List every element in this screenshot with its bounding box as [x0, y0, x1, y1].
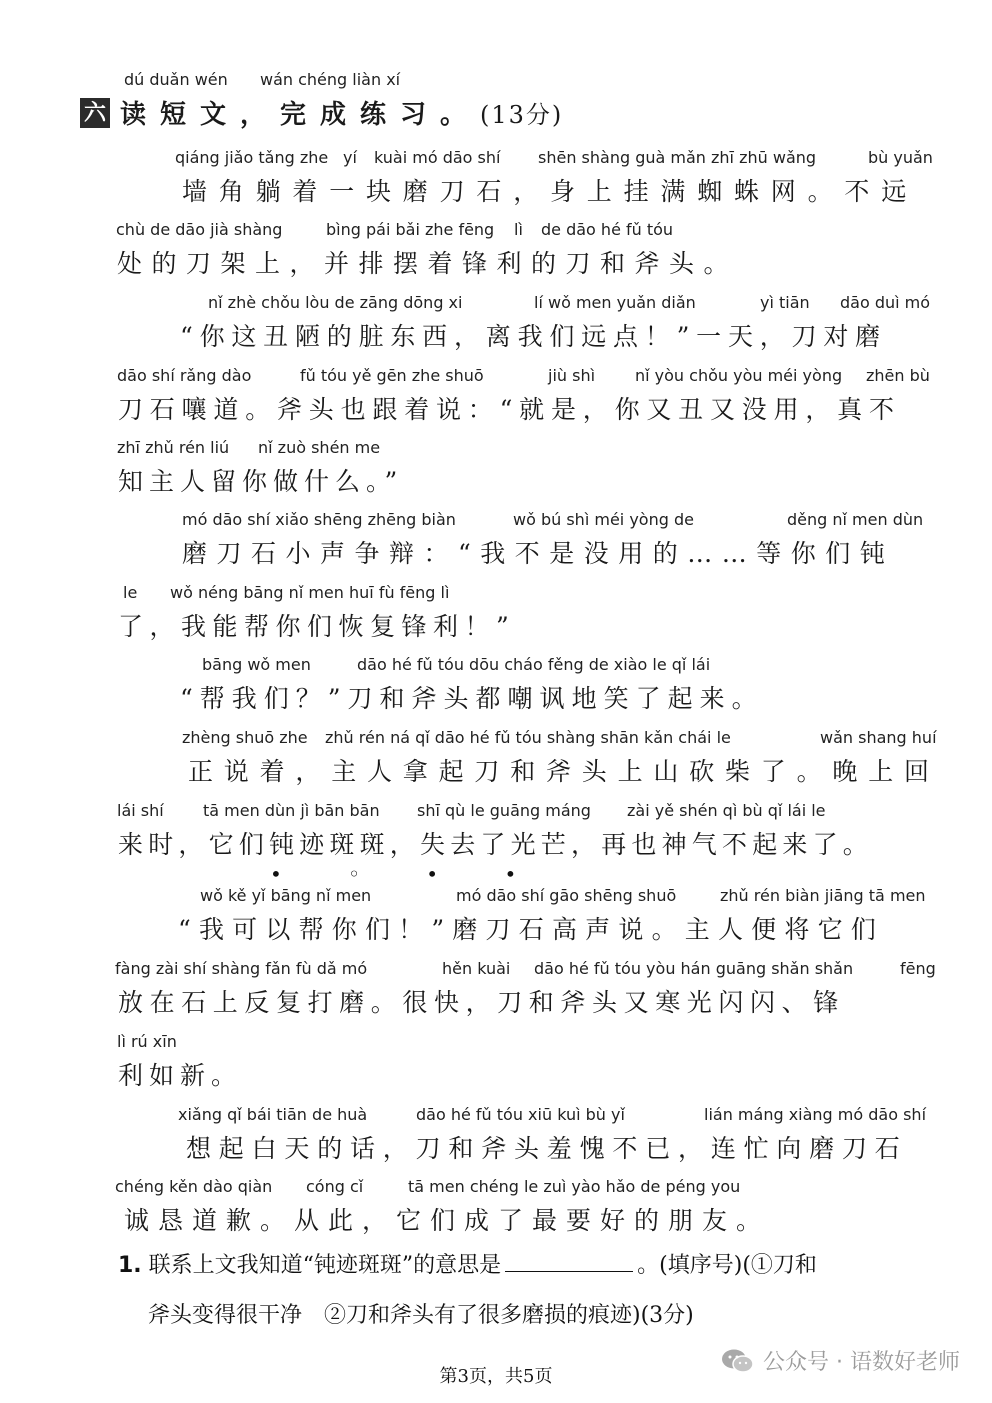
- answer-blank[interactable]: [505, 1251, 633, 1272]
- passage-text: 磨刀石小声争辩：“我不是没用的……等你们钝: [182, 539, 895, 568]
- pinyin-text: wǎn shang huí: [820, 728, 937, 747]
- passage-text: 了，我能帮你们恢复锋利！”: [118, 612, 516, 641]
- passage-text: “你这丑陋的脏东西，离我们远点！”一天，刀对磨: [180, 322, 887, 351]
- passage-line: [0, 801, 992, 859]
- passage-text: 诚恳道歉。从此，它们成了最要好的朋友。: [124, 1206, 771, 1235]
- pinyin-text: wǒ bú shì méi yòng de: [513, 510, 694, 529]
- pinyin-text: wǒ kě yǐ bāng nǐ men: [200, 886, 372, 905]
- passage-line: [0, 1177, 992, 1235]
- emphasis-dots: • ◦ • •: [270, 862, 547, 886]
- pinyin-text: tā men chéng le zuì yào hǎo de péng you: [408, 1177, 741, 1196]
- question-options: 。(填序号)(①刀和: [637, 1253, 817, 1278]
- pinyin-text: fēng: [900, 959, 936, 978]
- section-title-pinyin: [80, 70, 580, 90]
- passage-text: “帮我们？”刀和斧头都嘲讽地笑了起来。: [180, 684, 764, 713]
- passage-text: 想起白天的话，刀和斧头羞愧不已，连忙向磨刀石: [186, 1134, 908, 1163]
- pinyin-text: le: [123, 583, 138, 602]
- passage-text: 放在石上反复打磨。很快，刀和斧头又寒光闪闪、锋: [118, 988, 845, 1017]
- passage-text: “我可以帮你们！”磨刀石高声说。主人便将它们: [178, 915, 884, 944]
- pinyin-text: zhēn bù: [866, 366, 930, 385]
- pinyin-text: mó dāo shí gāo shēng shuō: [456, 886, 677, 905]
- passage-line: [0, 886, 992, 944]
- pinyin-text: hěn kuài: [442, 959, 511, 978]
- pinyin-text: zhǔ rén ná qǐ dāo hé fǔ tóu shàng shān kǎn chái le: [325, 728, 731, 747]
- question-1: [118, 1248, 817, 1279]
- pinyin-text: chéng kěn dào qiàn: [115, 1177, 273, 1196]
- pinyin-text: bāng wǒ men: [202, 655, 311, 674]
- pinyin-text: zhī zhǔ rén liú: [117, 438, 230, 457]
- pinyin-text: bù yuǎn: [868, 148, 933, 167]
- watermark-text: 公众号 · 语数好老师: [763, 1350, 960, 1375]
- pinyin-text: lái shí: [117, 801, 164, 820]
- pinyin-text: fàng zài shí shàng fǎn fù dǎ mó: [115, 959, 368, 978]
- question-prompt: 联系上文我知道“钝迹斑斑”的意思是: [148, 1253, 502, 1278]
- section-title: 读短文，完成练习。: [120, 100, 481, 130]
- passage-text: 刀石嚷道。斧头也跟着说：“就是，你又丑又没用，真不: [118, 395, 901, 424]
- passage-text: 利如新。: [118, 1061, 243, 1090]
- pinyin-text: lián máng xiàng mó dāo shí: [704, 1105, 927, 1124]
- pinyin-text: lì: [514, 220, 523, 239]
- passage-line: [0, 293, 992, 351]
- pinyin-text: lì rú xīn: [117, 1032, 177, 1051]
- passage-line: [0, 220, 992, 278]
- question-1-options: 斧头变得很干净 ②刀和斧头有了很多磨损的痕迹)(3分): [148, 1303, 694, 1328]
- passage-line: [0, 728, 992, 786]
- question-number: 1.: [118, 1253, 142, 1278]
- pinyin-text: chù de dāo jià shàng: [116, 220, 283, 239]
- pinyin-text: dāo shí rǎng dào: [117, 366, 252, 385]
- passage-line: [0, 959, 992, 1017]
- pinyin-text: zhèng shuō zhe: [182, 728, 308, 747]
- passage-line: [0, 583, 992, 641]
- wechat-icon: [721, 1348, 755, 1374]
- pinyin-text: dāo duì mó: [840, 293, 931, 312]
- pinyin-text: nǐ zuò shén me: [258, 438, 381, 457]
- page-number: 第3页，共5页: [439, 1366, 553, 1387]
- watermark: [721, 1345, 960, 1376]
- pinyin-text: dāo hé fǔ tóu xiū kuì bù yǐ: [416, 1105, 625, 1124]
- pinyin-text: shī qù le guāng máng: [417, 801, 591, 820]
- passage-text: 处的刀架上，并排摆着锋利的刀和斧头。: [117, 249, 739, 278]
- passage-text: 墙角躺着一块磨刀石，身上挂满蜘蛛网。不远: [182, 177, 919, 206]
- passage-line: [0, 366, 992, 424]
- pinyin-text: xiǎng qǐ bái tiān de huà: [178, 1105, 368, 1124]
- pinyin-text: zhǔ rén biàn jiāng tā men: [720, 886, 926, 905]
- pinyin-text: jiù shì: [548, 366, 596, 385]
- pinyin-text: kuài mó dāo shí: [374, 148, 501, 167]
- passage-line: [0, 510, 992, 568]
- passage-text: 正说着，主人拿起刀和斧头上山砍柴了。晚上回: [188, 757, 940, 786]
- pinyin-text: yì tiān: [760, 293, 810, 312]
- pinyin-text: lí wǒ men yuǎn diǎn: [534, 293, 696, 312]
- pinyin-text: de dāo hé fǔ tóu: [541, 220, 674, 239]
- pinyin-text: dú duǎn wén: [124, 70, 228, 89]
- pinyin-text: wǒ néng bāng nǐ men huī fù fēng lì: [170, 583, 450, 602]
- pinyin-text: nǐ yòu chǒu yòu méi yòng: [635, 366, 843, 385]
- pinyin-text: shēn shàng guà mǎn zhī zhū wǎng: [538, 148, 817, 167]
- section-score: (13分): [480, 101, 564, 129]
- section-number-badge: 六: [80, 98, 110, 128]
- pinyin-text: nǐ zhè chǒu lòu de zāng dōng xi: [208, 293, 463, 312]
- passage-text: 知主人留你做什么。”: [118, 467, 404, 496]
- passage-line: [0, 438, 992, 496]
- passage-line: [0, 148, 992, 206]
- passage-line: [0, 1032, 992, 1090]
- pinyin-text: zài yě shén qì bù qǐ lái le: [627, 801, 826, 820]
- pinyin-text: bìng pái bǎi zhe fēng: [326, 220, 495, 239]
- passage-line: [0, 1105, 992, 1163]
- pinyin-text: cóng cǐ: [306, 1177, 364, 1196]
- pinyin-text: yí: [343, 148, 357, 167]
- pinyin-text: děng nǐ men dùn: [787, 510, 924, 529]
- section-header: [80, 70, 580, 131]
- passage-text: 来时，它们钝迹斑斑，失去了光芒，再也神气不起来了。: [118, 830, 874, 859]
- pinyin-text: wán chéng liàn xí: [260, 70, 401, 89]
- passage-line: [0, 655, 992, 713]
- pinyin-text: dāo hé fǔ tóu yòu hán guāng shǎn shǎn: [534, 959, 854, 978]
- pinyin-text: dāo hé fǔ tóu dōu cháo fěng de xiào le qǐ lái: [357, 655, 711, 674]
- pinyin-text: fǔ tóu yě gēn zhe shuō: [300, 366, 484, 385]
- pinyin-text: qiáng jiǎo tǎng zhe: [175, 148, 329, 167]
- pinyin-text: mó dāo shí xiǎo shēng zhēng biàn: [182, 510, 456, 529]
- pinyin-text: tā men dùn jì bān bān: [203, 801, 380, 820]
